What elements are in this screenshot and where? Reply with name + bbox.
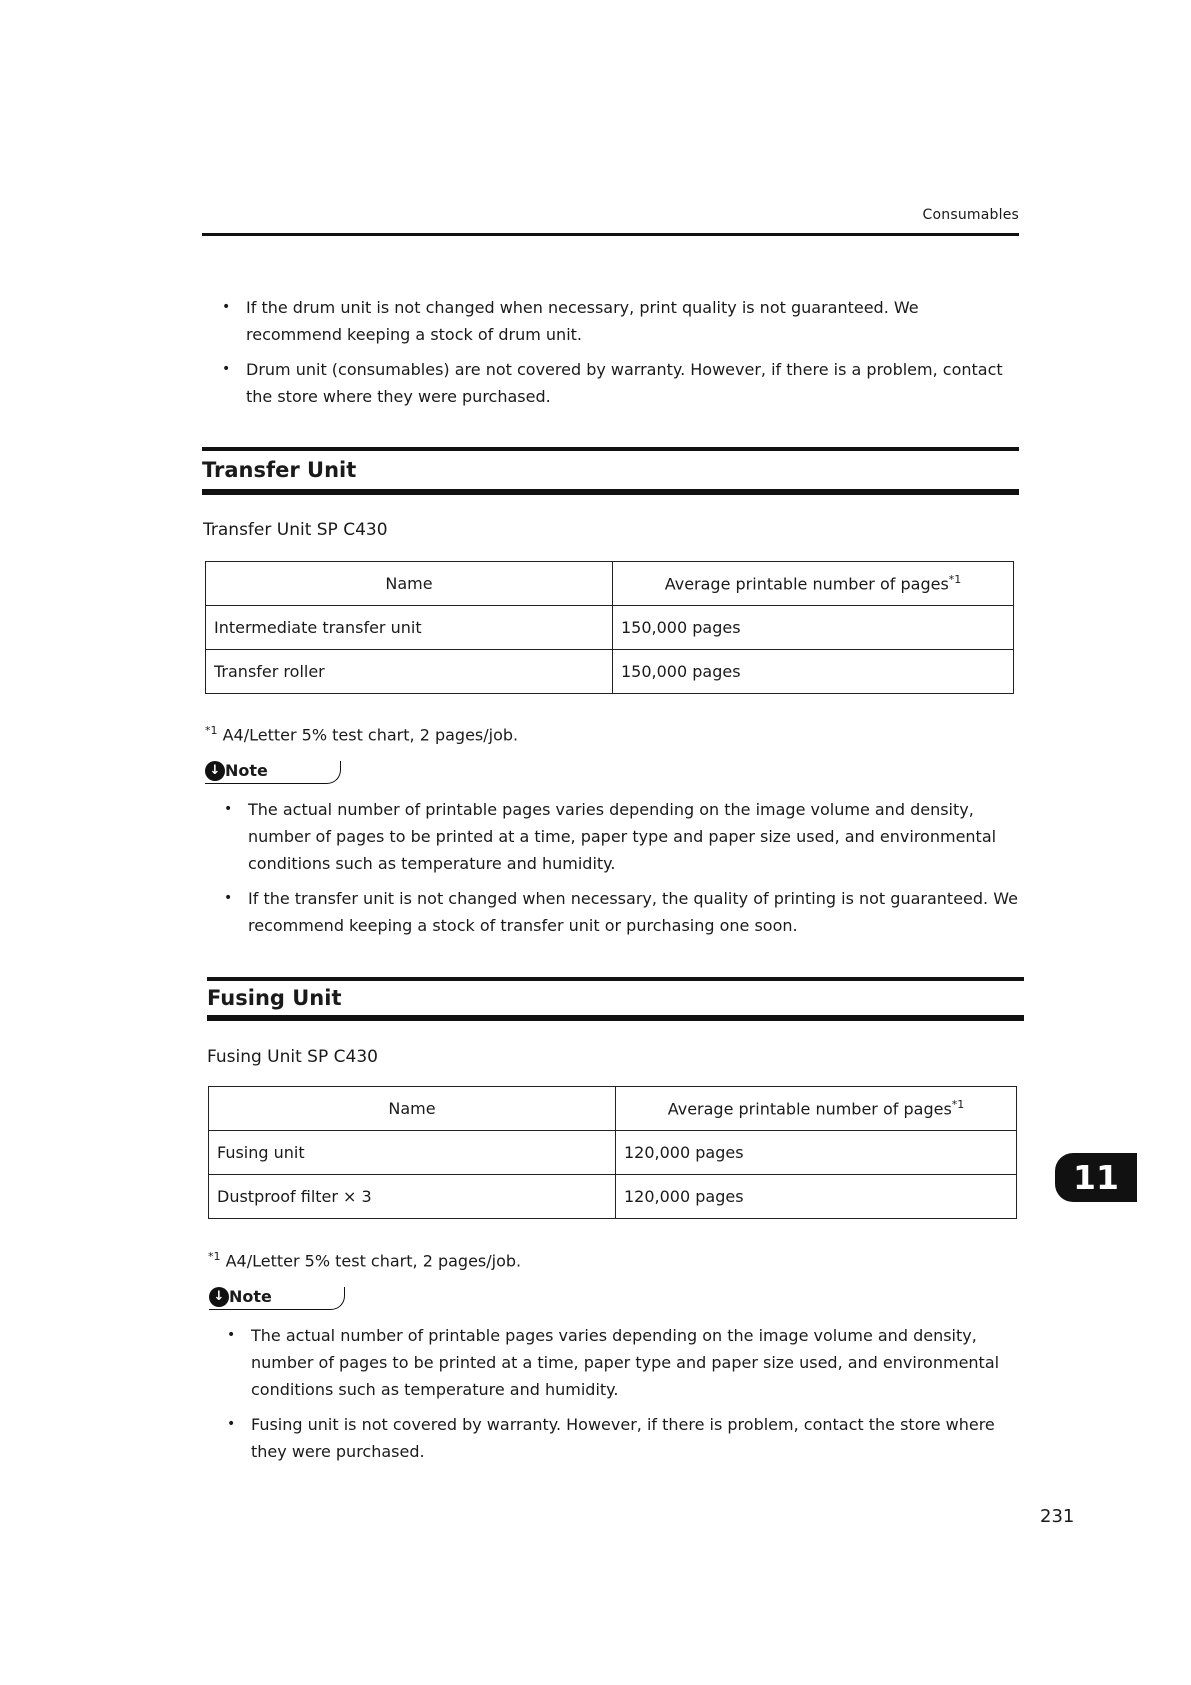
table-header-row: [206, 562, 1014, 606]
transfer-unit-table: [205, 561, 1014, 694]
section-bottom-rule: [202, 489, 1019, 495]
cell-name: Dustproof filter × 3: [209, 1175, 616, 1219]
cell-name: Transfer roller: [206, 650, 613, 694]
column-header-pages: Average printable number of pages$^{*1}$: [613, 562, 1014, 606]
cell-pages: 150,000 pages: [613, 650, 1014, 694]
cell-pages: 120,000 pages: [616, 1131, 1017, 1175]
header-rule: [202, 233, 1019, 236]
list-item: • The actual number of printable pages varies depending on the image volume and density, number of pages to be printed at a time, paper type and paper size used, and environmental conditions such as temperature and humidity.: [222, 796, 1022, 877]
table-row: [209, 1175, 1017, 1219]
table-row: [206, 650, 1014, 694]
transfer-notes-list: [222, 796, 1022, 947]
cell-name: Fusing unit: [209, 1131, 616, 1175]
product-name-transfer: Transfer Unit SP C430: [203, 520, 388, 540]
page-number: 231: [1040, 1506, 1075, 1527]
list-item: • The actual number of printable pages varies depending on the image volume and density, number of pages to be printed at a time, paper type and paper size used, and environmental conditions such as temperature and humidity.: [225, 1322, 1030, 1403]
note-icon: ↓: [205, 761, 225, 781]
note-heading-transfer: ↓ Note: [205, 761, 341, 784]
column-header-name: Name: [209, 1087, 616, 1131]
footnote-transfer: $^{*1}$ A4/Letter 5% test chart, 2 pages/job.: [205, 724, 519, 745]
drum-notes-list: [220, 294, 1010, 418]
column-header-name: Name: [206, 562, 613, 606]
column-header-pages: Average printable number of pages$^{*1}$: [616, 1087, 1017, 1131]
chapter-tab: 11: [1055, 1153, 1137, 1202]
cell-pages: 150,000 pages: [613, 606, 1014, 650]
list-item: • Fusing unit is not covered by warranty. However, if there is problem, contact the store where they were purchased.: [225, 1411, 1030, 1465]
footnote-fusing: $^{*1}$ A4/Letter 5% test chart, 2 pages/job.: [208, 1250, 522, 1271]
section-top-rule: [202, 447, 1019, 451]
list-item: • If the transfer unit is not changed when necessary, the quality of printing is not guaranteed. We recommend keeping a stock of transfer unit or purchasing one soon.: [222, 885, 1022, 939]
cell-name: Intermediate transfer unit: [206, 606, 613, 650]
product-name-fusing: Fusing Unit SP C430: [207, 1047, 378, 1067]
cell-pages: 120,000 pages: [616, 1175, 1017, 1219]
list-item: • If the drum unit is not changed when necessary, print quality is not guaranteed. We recommend keeping a stock of drum unit.: [220, 294, 1010, 348]
table-header-row: [209, 1087, 1017, 1131]
list-item: • Drum unit (consumables) are not covered by warranty. However, if there is a problem, contact the store where they were purchased.: [220, 356, 1010, 410]
section-title-transfer-unit: Transfer Unit: [202, 458, 357, 482]
section-title-fusing-unit: Fusing Unit: [207, 986, 342, 1010]
table-row: [209, 1131, 1017, 1175]
section-bottom-rule: [207, 1015, 1024, 1021]
note-icon: ↓: [209, 1287, 229, 1307]
table-row: [206, 606, 1014, 650]
running-header: Consumables: [922, 207, 1019, 223]
note-heading-fusing: ↓ Note: [209, 1287, 345, 1310]
fusing-unit-table: [208, 1086, 1017, 1219]
section-top-rule: [207, 977, 1024, 981]
fusing-notes-list: [225, 1322, 1030, 1473]
